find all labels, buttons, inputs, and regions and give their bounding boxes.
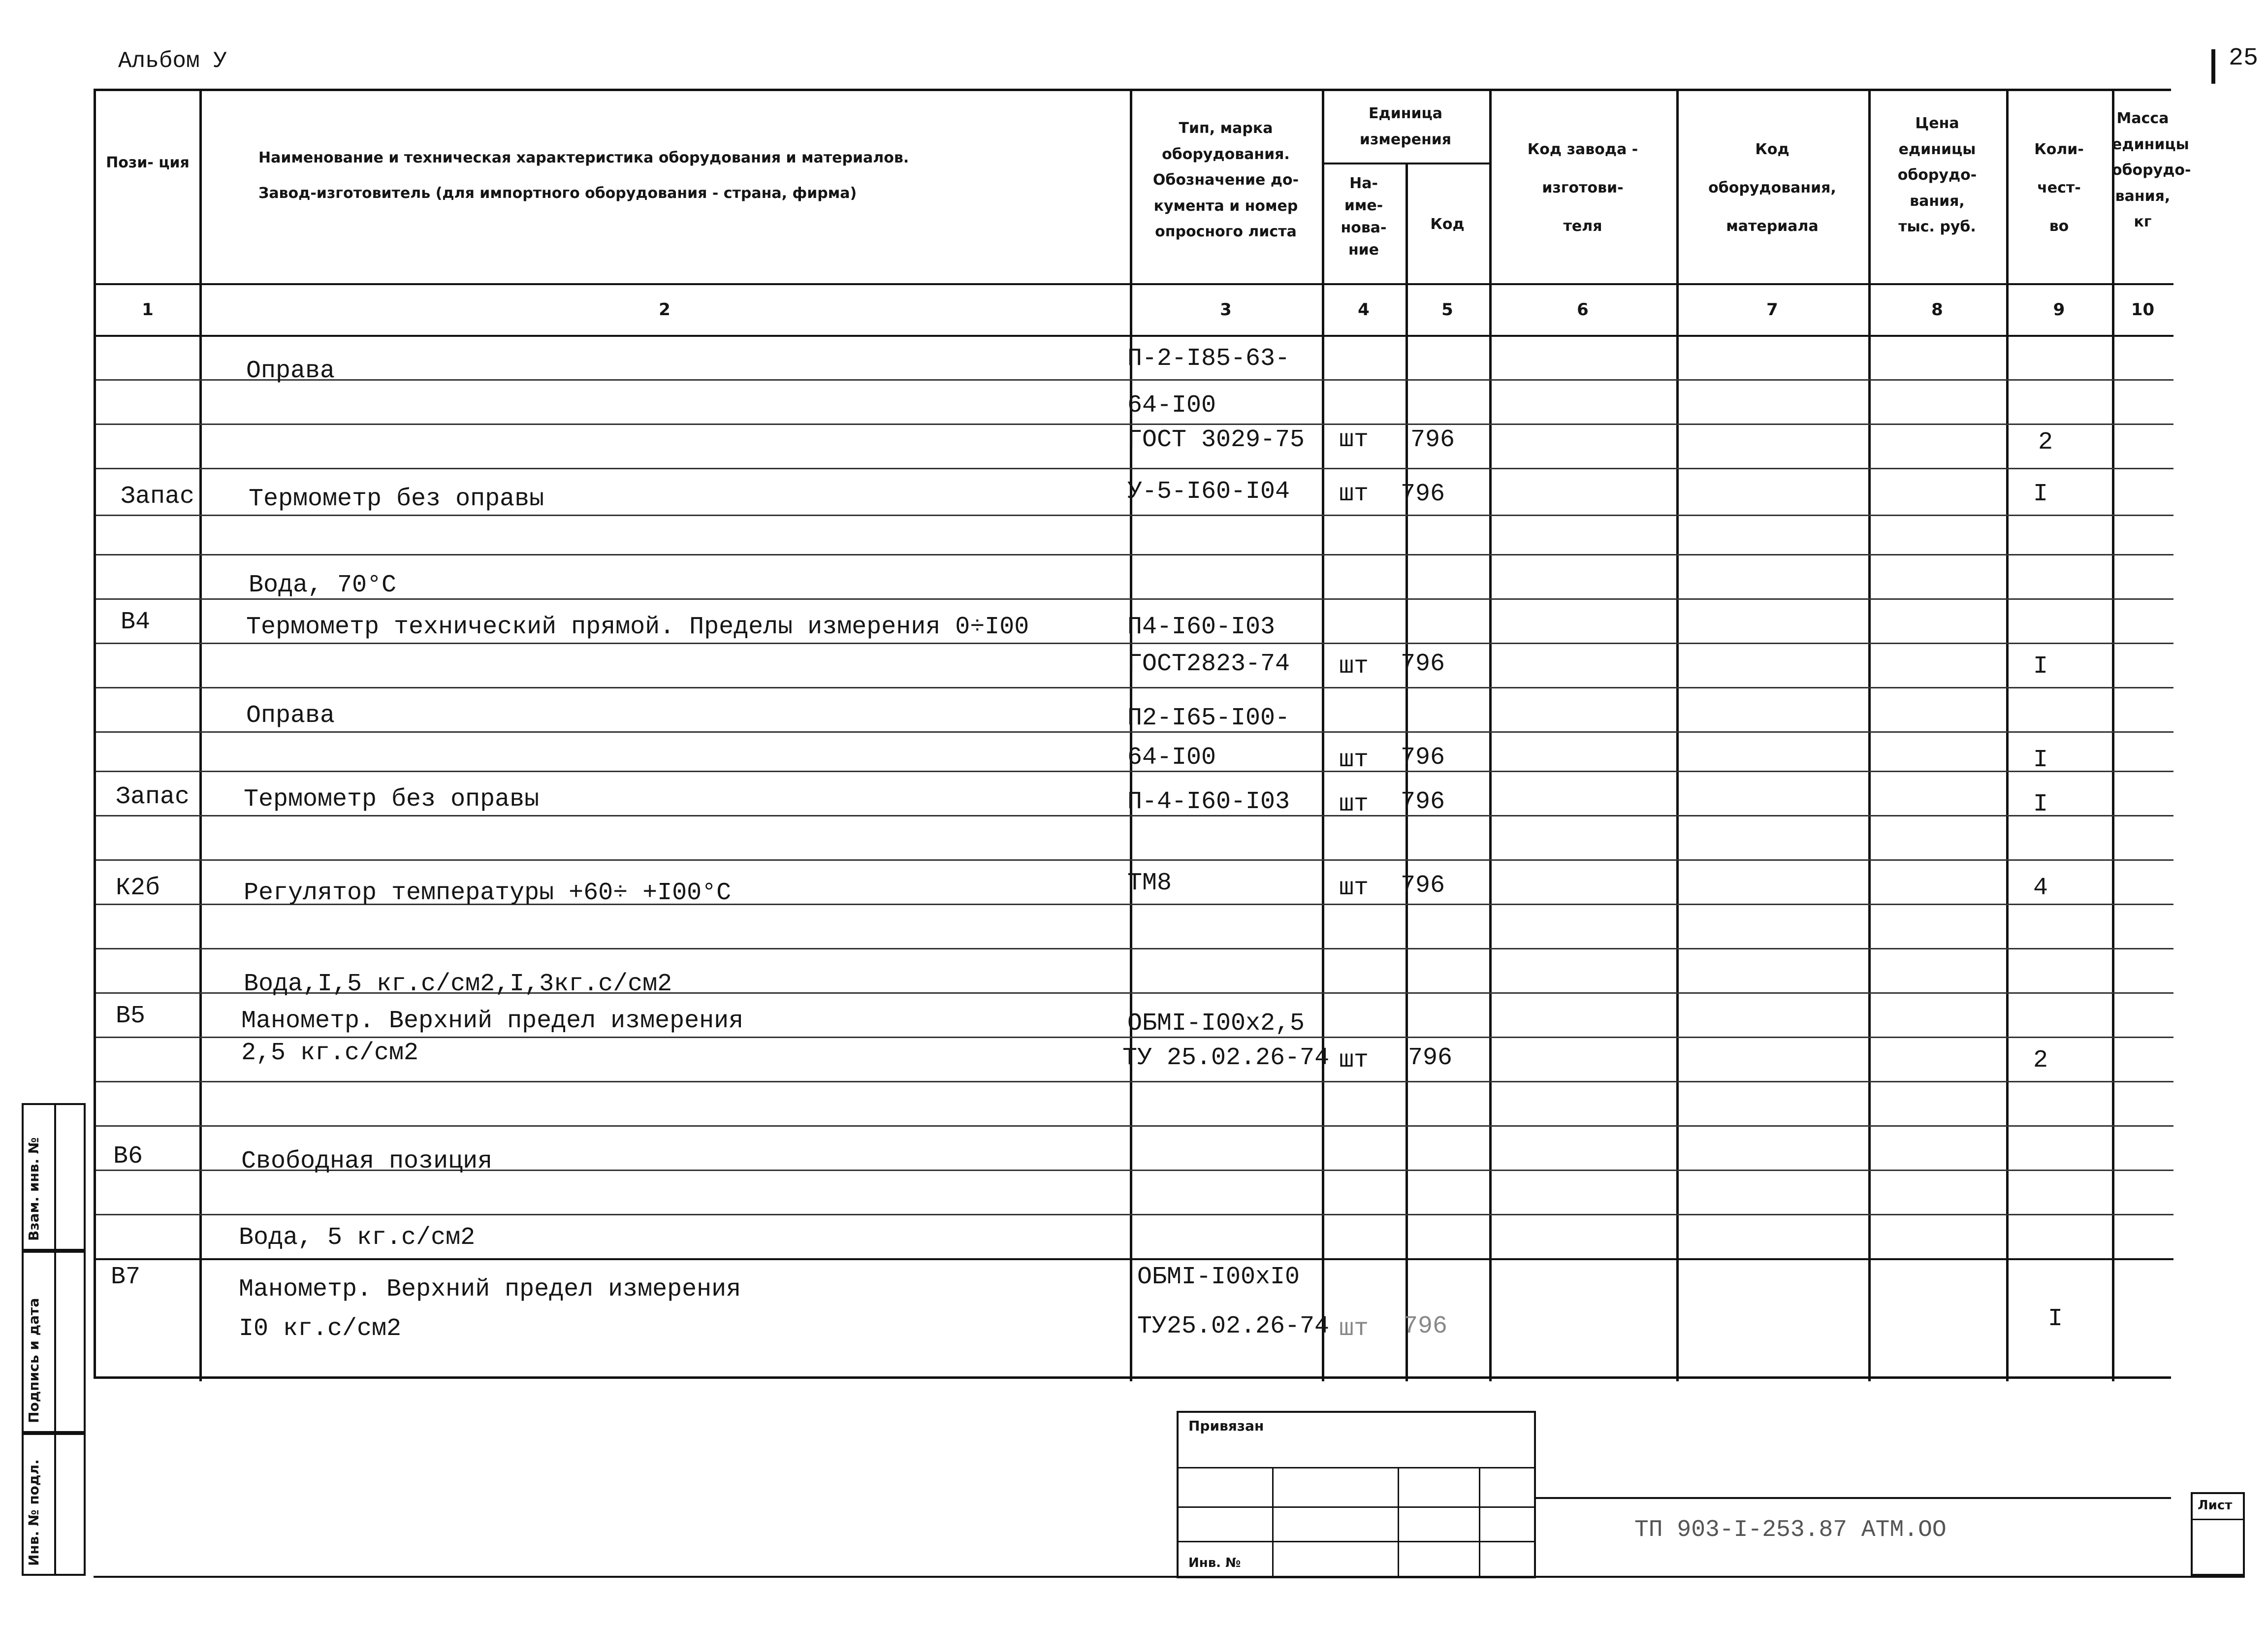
- row-12-name: Манометр. Верхний предел измерения: [241, 1007, 744, 1035]
- row-13-code: 796: [1408, 1044, 1453, 1072]
- header-unit-group: Единица измерения: [1359, 105, 1452, 148]
- stamp-line: [1179, 1541, 1534, 1542]
- row-line: [96, 598, 2173, 600]
- header-factory-code: Код завода - изготови- теля: [1527, 141, 1638, 235]
- row-6-unit: шт: [1339, 652, 1369, 681]
- stamp-col: [1272, 1467, 1274, 1576]
- row-5-type: П4-І60-І03: [1127, 613, 1276, 641]
- colnum-3: 3: [1220, 300, 1232, 320]
- page-number-divider: [2211, 49, 2215, 84]
- document-code: ТП 903-І-253.87 АТМ.ОО: [1634, 1517, 1947, 1543]
- row-11-name: Вода,І,5 кг.с/см2,І,3кг.с/см2: [244, 970, 672, 998]
- row-9-code: 796: [1401, 788, 1445, 816]
- header-unit-name: На- име- нова- ние: [1341, 175, 1387, 259]
- row-line: [96, 643, 2173, 644]
- row-line: [96, 554, 2173, 555]
- row-10-pos: К2б: [116, 874, 160, 902]
- header-quantity: Коли- чест- во: [2034, 141, 2084, 235]
- row-10-name: Регулятор температуры +60÷ +І00°С: [244, 879, 732, 907]
- row-17-type: ТУ25.02.26-74: [1137, 1312, 1330, 1340]
- row-10-qty: 4: [2033, 874, 2048, 902]
- colnum-6: 6: [1577, 300, 1589, 320]
- colnum-9: 9: [2053, 300, 2065, 320]
- side-label-original: Инв. № подл.: [26, 1459, 42, 1566]
- row-6-type: ГОСТ2823-74: [1127, 650, 1290, 678]
- sheet-line: [2193, 1519, 2243, 1520]
- row-14-name: Свободная позиция: [241, 1147, 493, 1175]
- row-line: [96, 948, 2173, 949]
- page-number: 25: [2228, 44, 2258, 72]
- row-3-qty: І: [2033, 480, 2048, 508]
- row-17-name: І0 кг.с/см2: [239, 1315, 402, 1343]
- stamp-col: [1398, 1467, 1399, 1576]
- row-2-unit: шт: [1339, 426, 1369, 454]
- row-8-type: 64-І00: [1127, 744, 1216, 772]
- row-12-pos: В5: [116, 1002, 146, 1030]
- row-line: [96, 859, 2173, 861]
- row-2-type: ГОСТ 3029-75: [1127, 426, 1305, 454]
- row-7-type: П2-І65-І00-: [1127, 704, 1290, 732]
- header-position: Пози- ция: [106, 154, 190, 171]
- page-bottom-line: [94, 1576, 2245, 1578]
- row-7-name: Оправа: [246, 702, 335, 730]
- row-16-type: ОБМІ-І00хІ0: [1137, 1263, 1300, 1291]
- row-14-pos: В6: [113, 1142, 143, 1171]
- header-name: Наименование и техническая характеристика оборудования и материалов. Завод-изготовитель (для импортного оборудования - страна, фирма): [258, 149, 909, 202]
- row-line: [96, 379, 2173, 381]
- row-9-unit: шт: [1339, 790, 1369, 818]
- colnum-7: 7: [1766, 300, 1778, 320]
- header-unit-code: Код: [1430, 216, 1465, 233]
- row-8-unit: шт: [1339, 746, 1369, 774]
- colnum-2: 2: [659, 300, 671, 320]
- row-3-unit: шт: [1339, 480, 1369, 508]
- row-line: [96, 515, 2173, 516]
- colnum-5: 5: [1441, 300, 1453, 320]
- row-9-name: Термометр без оправы: [244, 785, 540, 814]
- row-9-pos: Запас: [116, 783, 190, 811]
- row-13-qty: 2: [2033, 1046, 2048, 1075]
- sheet-label: Лист: [2198, 1498, 2233, 1513]
- row-0-name: Оправа: [246, 357, 335, 385]
- colnum-4: 4: [1358, 300, 1370, 320]
- stamp-col: [1479, 1467, 1480, 1576]
- row-10-code: 796: [1401, 872, 1445, 900]
- row-13-type: ТУ 25.02.26-74: [1122, 1044, 1330, 1072]
- side-label-signature: Подпись и дата: [26, 1298, 42, 1423]
- row-4-name: Вода, 70°С: [249, 571, 397, 599]
- row-3-type: У-5-І60-І04: [1127, 478, 1290, 506]
- row-2-qty: 2: [2038, 428, 2053, 456]
- row-13-unit: шт: [1339, 1046, 1369, 1075]
- row-12-type: ОБМІ-І00х2,5: [1127, 1010, 1305, 1038]
- table-bottom-line: [96, 1258, 2173, 1260]
- colnum-1: 1: [142, 300, 154, 320]
- row-10-type: ТМ8: [1127, 869, 1172, 897]
- row-line: [96, 1214, 2173, 1215]
- header-mass: Масса единицы оборудо- вания, кг: [2112, 110, 2191, 230]
- side-label-replacement: Взам. инв. №: [26, 1137, 42, 1241]
- linked-stamp: [1177, 1411, 1536, 1578]
- row-line: [96, 424, 2173, 425]
- row-15-name: Вода, 5 кг.с/см2: [239, 1224, 476, 1252]
- unit-group-line: [1322, 163, 1489, 164]
- linked-label: Привязан: [1188, 1418, 1264, 1434]
- row-line: [96, 687, 2173, 688]
- row-line: [96, 1125, 2173, 1127]
- album-label: Альбом У: [118, 48, 227, 74]
- row-9-qty: І: [2033, 790, 2048, 818]
- inv-label: Инв. №: [1188, 1556, 1241, 1570]
- stamp-line: [1179, 1506, 1534, 1508]
- spec-table: [94, 89, 2191, 1379]
- row-5-pos: В4: [121, 608, 151, 636]
- row-6-qty: І: [2033, 652, 2048, 681]
- row-2-code: 796: [1410, 426, 1455, 454]
- row-1-type: 64-І00: [1127, 391, 1216, 420]
- row-3-code: 796: [1401, 480, 1445, 508]
- row-3-pos: Запас: [121, 483, 195, 511]
- row-8-code: 796: [1401, 744, 1445, 772]
- colnum-10: 10: [2131, 300, 2155, 320]
- title-block-top-line: [1536, 1497, 2171, 1499]
- row-13-name: 2,5 кг.с/см2: [241, 1039, 419, 1067]
- stamp-line: [1179, 1467, 1534, 1468]
- row-line: [96, 468, 2173, 469]
- row-5-name: Термометр технический прямой. Пределы измерения 0÷І00: [246, 613, 1029, 641]
- header-price: Цена единицы оборудо- вания, тыс. руб.: [1897, 115, 1977, 235]
- row-17-qty: І: [2048, 1305, 2063, 1333]
- row-3-name: Термометр без оправы: [249, 485, 544, 513]
- row-10-unit: шт: [1339, 874, 1369, 902]
- sheet-box: [2191, 1492, 2245, 1576]
- row-16-pos: В7: [111, 1263, 141, 1291]
- header-bottom-line: [96, 283, 2173, 285]
- row-6-code: 796: [1401, 650, 1445, 678]
- row-17-code: 796: [1403, 1312, 1448, 1340]
- row-9-type: П-4-І60-І03: [1127, 788, 1290, 816]
- colnum-8: 8: [1931, 300, 1943, 320]
- header-type: Тип, марка оборудования. Обозначение до- кумента и номер опросного листа: [1152, 120, 1299, 240]
- row-0-type: П-2-І85-63-: [1127, 345, 1290, 373]
- header-equipment-code: Код оборудования, материала: [1708, 141, 1836, 235]
- colnum-bottom-line: [96, 335, 2173, 337]
- row-8-qty: І: [2033, 746, 2048, 774]
- row-17-unit: шт: [1339, 1315, 1369, 1343]
- row-16-name: Манометр. Верхний предел измерения: [239, 1275, 741, 1303]
- row-line: [96, 1081, 2173, 1082]
